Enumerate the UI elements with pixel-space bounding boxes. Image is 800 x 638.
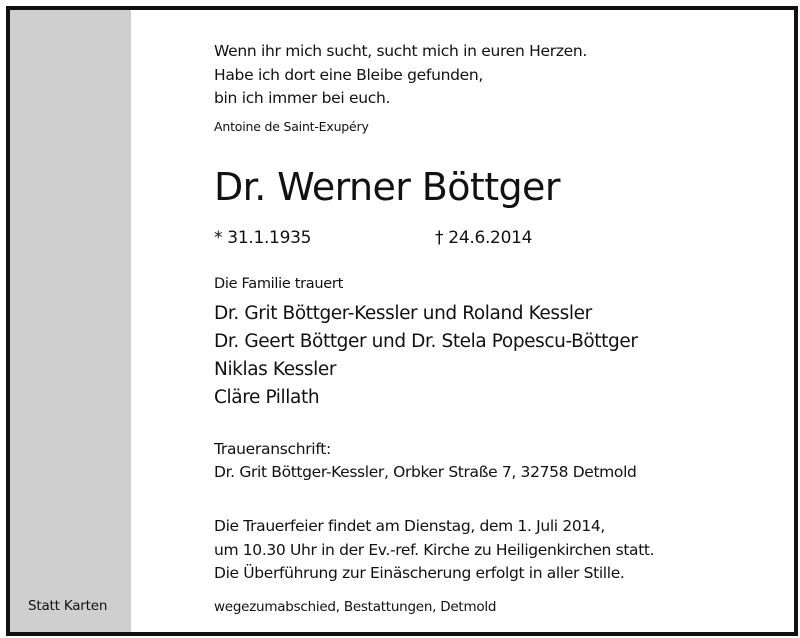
sidebar-panel [10, 10, 131, 632]
death-date: † 24.6.2014 [435, 228, 533, 248]
address-label: Traueranschrift: [214, 440, 331, 458]
ceremony-line: um 10.30 Uhr in der Ev.-ref. Kirche zu Heiligenkirchen statt. [214, 540, 655, 559]
deceased-name: Dr. Werner Böttger [214, 165, 560, 209]
mourner-entry: Niklas Kessler [214, 359, 337, 380]
family-intro: Die Familie trauert [214, 276, 343, 292]
ceremony-line: Die Überführung zur Einäscherung erfolgt in aller Stille. [214, 564, 625, 582]
birth-date: * 31.1.1935 [214, 228, 312, 248]
mourner-entry: Dr. Grit Böttger-Kessler und Roland Kessler [214, 303, 592, 324]
quote-author: Antoine de Saint-Exupéry [214, 119, 369, 134]
ceremony-details [214, 515, 654, 586]
motto-quote [214, 40, 587, 111]
undertaker-credit: wegezumabschied, Bestattungen, Detmold [214, 599, 497, 615]
motto-line: bin ich immer bei euch. [214, 89, 391, 107]
obituary-notice [6, 6, 798, 636]
ceremony-line: Die Trauerfeier findet am Dienstag, dem 1. Juli 2014, [214, 517, 605, 535]
mourning-address: Dr. Grit Böttger-Kessler, Orbker Straße 7, 32758 Detmold [214, 463, 637, 481]
statt-karten-note: Statt Karten [28, 598, 108, 614]
mourner-entry: Dr. Geert Böttger und Dr. Stela Popescu-Böttger [214, 331, 638, 352]
motto-line: Habe ich dort eine Bleibe gefunden, [214, 65, 484, 84]
mourner-entry: Cläre Pillath [214, 387, 320, 408]
notice-content [214, 10, 794, 632]
mourners-list [214, 300, 638, 412]
motto-line: Wenn ihr mich sucht, sucht mich in euren Herzen. [214, 42, 588, 60]
